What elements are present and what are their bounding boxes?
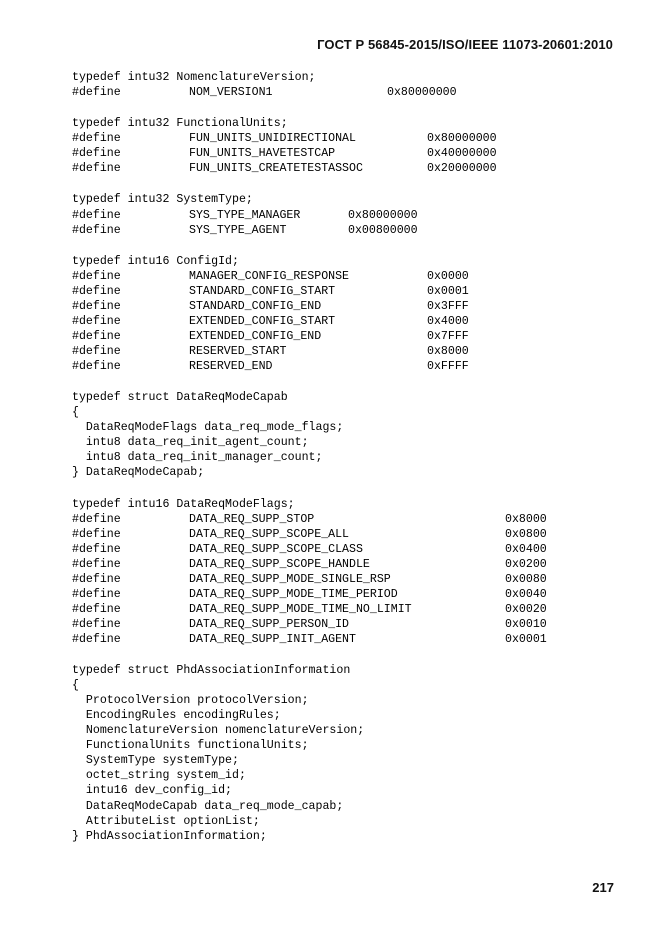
code-line: typedef intu32 NomenclatureVersion; [72, 71, 316, 84]
define-keyword: #define [72, 542, 121, 556]
code-line: octet_string system_id; [72, 769, 246, 783]
code-line: } PhdAssociationInformation; [72, 829, 267, 843]
code-line: NomenclatureVersion nomenclatureVersion; [72, 724, 365, 738]
define-keyword: #define [72, 587, 121, 601]
code-line: { [72, 679, 79, 693]
define-name: DATA_REQ_SUPP_MODE_SINGLE_RSP [189, 572, 391, 586]
define-name: DATA_REQ_SUPP_PERSON_ID [189, 617, 350, 631]
define-value: 0x40000000 [427, 147, 497, 161]
define-keyword: #define [72, 632, 121, 646]
define-line [72, 617, 632, 632]
blank-line [72, 238, 632, 254]
code-line: { [72, 406, 79, 420]
code-line: FunctionalUnits functionalUnits; [72, 739, 309, 753]
define-name: FUN_UNITS_HAVETESTCAP [189, 147, 336, 161]
define-line [72, 542, 632, 557]
define-keyword: #define [72, 147, 121, 161]
define-name: DATA_REQ_SUPP_MODE_TIME_PERIOD [189, 587, 398, 601]
define-value: 0x0001 [427, 284, 469, 298]
define-name: FUN_UNITS_CREATETESTASSOC [189, 162, 363, 176]
define-keyword: #define [72, 86, 121, 100]
define-value: 0x0001 [505, 632, 547, 646]
define-keyword: #define [72, 527, 121, 541]
define-keyword: #define [72, 208, 121, 222]
define-value: 0xFFFF [427, 360, 469, 374]
code-line: typedef intu32 SystemType; [72, 193, 253, 207]
define-keyword: #define [72, 360, 121, 374]
page-header: ГОСТ Р 56845-2015/ISO/IEEE 11073-20601:2010 [317, 37, 613, 52]
define-name: EXTENDED_CONFIG_END [189, 329, 322, 343]
code-line: intu16 dev_config_id; [72, 784, 233, 798]
code-line: typedef intu16 ConfigId; [72, 254, 239, 268]
code-line: ProtocolVersion protocolVersion; [72, 694, 309, 708]
define-value: 0x00800000 [348, 223, 418, 237]
define-line [72, 602, 632, 617]
define-value: 0x7FFF [427, 329, 469, 343]
define-keyword: #define [72, 617, 121, 631]
blank-line [72, 374, 632, 390]
define-value: 0x0080 [505, 572, 547, 586]
define-name: SYS_TYPE_MANAGER [189, 208, 301, 222]
define-line [72, 632, 632, 647]
define-value: 0x0010 [505, 617, 547, 631]
define-name: FUN_UNITS_UNIDIRECTIONAL [189, 132, 356, 146]
define-value: 0x0000 [427, 269, 469, 283]
define-line [72, 527, 632, 542]
define-value: 0x0020 [505, 602, 547, 616]
code-line: EncodingRules encodingRules; [72, 709, 281, 723]
define-line [72, 85, 632, 100]
define-line [72, 299, 632, 314]
define-line [72, 587, 632, 602]
define-name: DATA_REQ_SUPP_SCOPE_CLASS [189, 542, 363, 556]
define-line [72, 146, 632, 161]
define-line [72, 223, 632, 238]
define-name: RESERVED_START [189, 344, 287, 358]
define-line [72, 131, 632, 146]
code-line: } DataReqModeCapab; [72, 466, 205, 480]
define-line [72, 572, 632, 587]
define-value: 0x80000000 [387, 86, 457, 100]
define-name: MANAGER_CONFIG_RESPONSE [189, 269, 350, 283]
code-line: DataReqModeCapab data_req_mode_capab; [72, 799, 344, 813]
define-keyword: #define [72, 314, 121, 328]
code-line: intu8 data_req_init_agent_count; [72, 436, 309, 450]
define-value: 0x8000 [427, 344, 469, 358]
code-listing [72, 70, 632, 844]
code-line: typedef intu16 DataReqModeFlags; [72, 497, 295, 511]
define-line [72, 344, 632, 359]
define-name: DATA_REQ_SUPP_SCOPE_ALL [189, 527, 350, 541]
define-keyword: #define [72, 344, 121, 358]
define-value: 0x0800 [505, 527, 547, 541]
define-name: DATA_REQ_SUPP_INIT_AGENT [189, 632, 356, 646]
blank-line [72, 100, 632, 116]
define-line [72, 284, 632, 299]
define-line [72, 359, 632, 374]
blank-line [72, 176, 632, 192]
blank-line [72, 480, 632, 496]
code-line: intu8 data_req_init_manager_count; [72, 451, 323, 465]
define-value: 0x4000 [427, 314, 469, 328]
define-line [72, 557, 632, 572]
define-line [72, 314, 632, 329]
define-value: 0x8000 [505, 512, 547, 526]
define-name: RESERVED_END [189, 360, 273, 374]
define-keyword: #define [72, 223, 121, 237]
define-value: 0x0200 [505, 557, 547, 571]
code-line: typedef struct DataReqModeCapab [72, 391, 288, 405]
code-line: typedef struct PhdAssociationInformation [72, 664, 351, 678]
code-line: AttributeList optionList; [72, 814, 260, 828]
define-value: 0x20000000 [427, 162, 497, 176]
define-line [72, 208, 632, 223]
code-line: DataReqModeFlags data_req_mode_flags; [72, 421, 344, 435]
define-line [72, 329, 632, 344]
define-keyword: #define [72, 572, 121, 586]
define-name: DATA_REQ_SUPP_SCOPE_HANDLE [189, 557, 370, 571]
define-keyword: #define [72, 329, 121, 343]
define-keyword: #define [72, 299, 121, 313]
define-value: 0x0400 [505, 542, 547, 556]
define-line [72, 269, 632, 284]
define-value: 0x80000000 [427, 132, 497, 146]
define-keyword: #define [72, 162, 121, 176]
define-name: STANDARD_CONFIG_END [189, 299, 322, 313]
define-name: EXTENDED_CONFIG_START [189, 314, 336, 328]
define-value: 0x80000000 [348, 208, 418, 222]
define-name: DATA_REQ_SUPP_MODE_TIME_NO_LIMIT [189, 602, 412, 616]
define-name: DATA_REQ_SUPP_STOP [189, 512, 315, 526]
define-value: 0x0040 [505, 587, 547, 601]
define-line [72, 512, 632, 527]
define-keyword: #define [72, 269, 121, 283]
define-keyword: #define [72, 284, 121, 298]
define-name: STANDARD_CONFIG_START [189, 284, 336, 298]
define-keyword: #define [72, 602, 121, 616]
page-number: 217 [592, 880, 614, 895]
define-keyword: #define [72, 132, 121, 146]
define-name: SYS_TYPE_AGENT [189, 223, 287, 237]
define-value: 0x3FFF [427, 299, 469, 313]
code-line: typedef intu32 FunctionalUnits; [72, 117, 288, 131]
define-name: NOM_VERSION1 [189, 86, 273, 100]
code-line: SystemType systemType; [72, 754, 239, 768]
define-line [72, 161, 632, 176]
blank-line [72, 647, 632, 663]
define-keyword: #define [72, 512, 121, 526]
define-keyword: #define [72, 557, 121, 571]
